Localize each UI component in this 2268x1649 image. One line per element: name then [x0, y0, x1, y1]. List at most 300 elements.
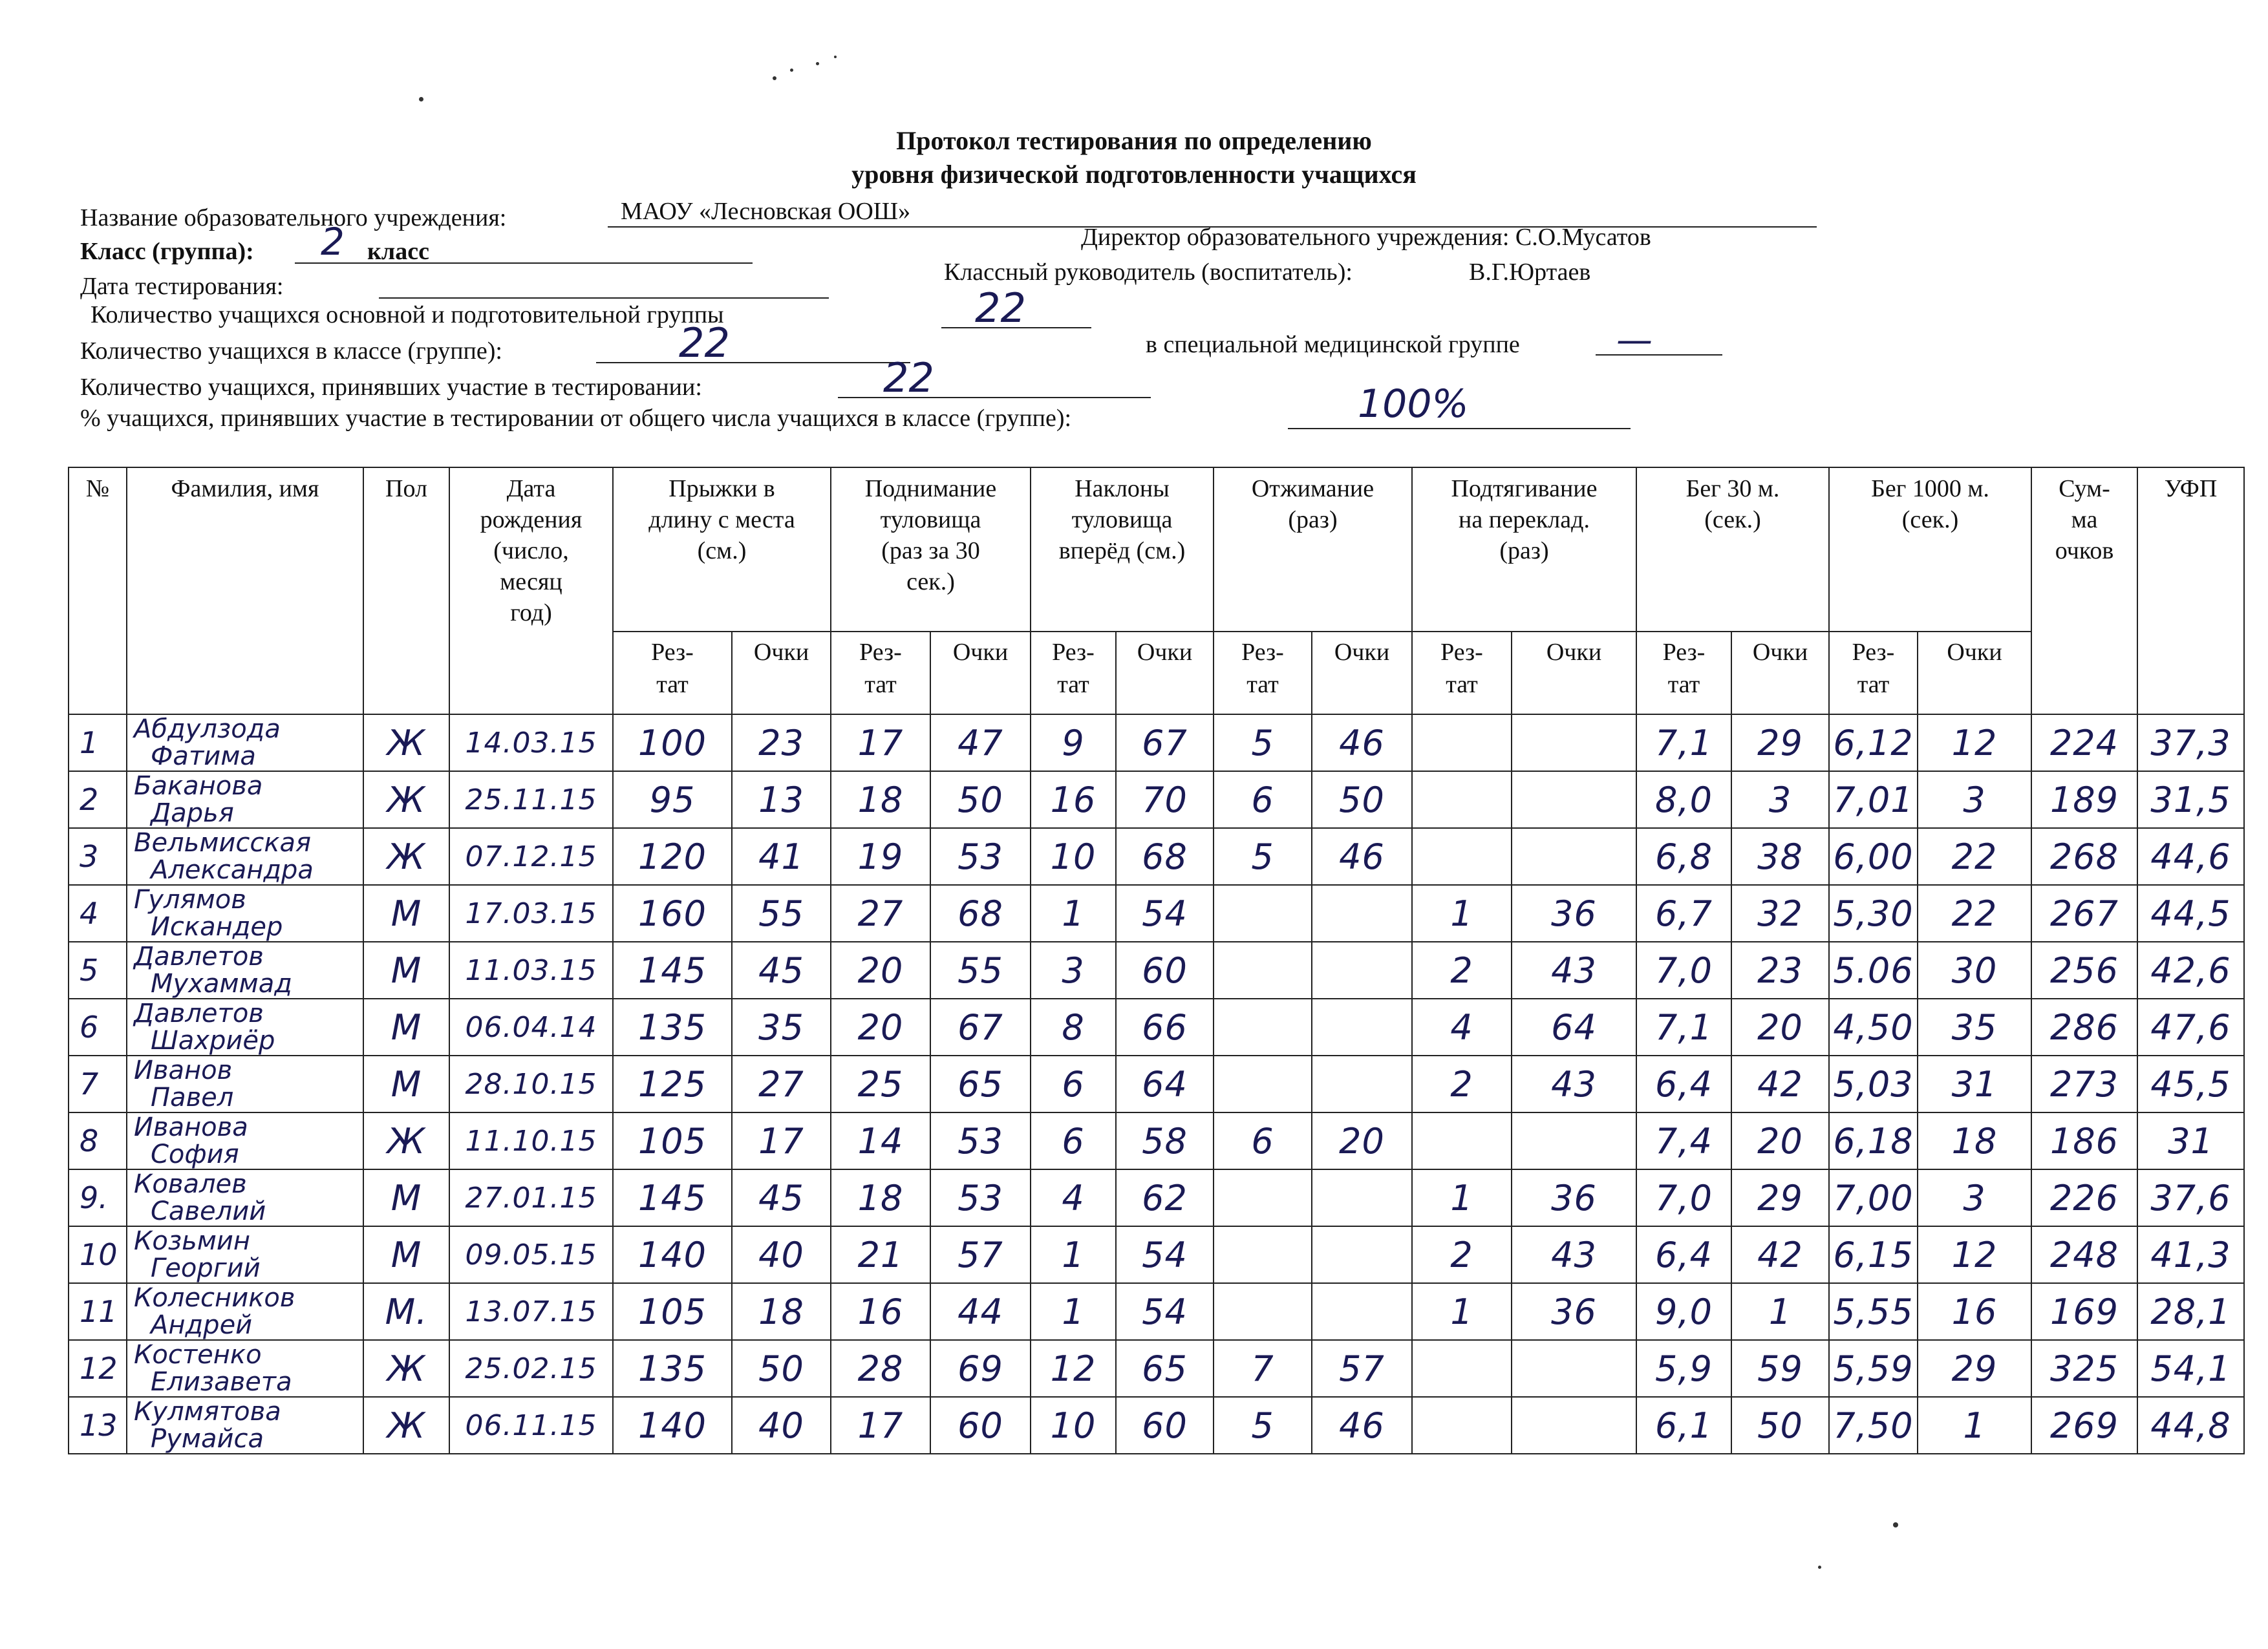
cell-pull-r [1412, 714, 1512, 771]
class-handwritten: 2 [321, 220, 345, 264]
participated-label: Количество учащихся, принявших участие в тестировании: [80, 374, 702, 401]
cell-r30-p: 3 [1731, 771, 1829, 828]
row-number: 8 [69, 1112, 127, 1169]
student-surname: Баканова [134, 771, 263, 801]
cell-ufp: 44,6 [2137, 828, 2244, 885]
student-surname: Костенко [134, 1340, 262, 1370]
cell-ufp: 28,1 [2137, 1283, 2244, 1340]
cell-sit-r: 21 [831, 1226, 930, 1283]
cell-r30-p: 23 [1731, 942, 1829, 999]
special-group-label: в специальной медицинской группе [1146, 331, 1520, 358]
header-line: ма [2071, 506, 2098, 533]
percent-handwritten: 100% [1358, 381, 1469, 427]
cell-pull-p: 36 [1512, 1169, 1636, 1226]
cell-jump-p: 13 [732, 771, 831, 828]
cell-bend-p: 54 [1116, 1226, 1214, 1283]
header-line: Поднимание [864, 475, 997, 502]
cell-jump-r: 145 [613, 1169, 732, 1226]
cell-pull-p: 36 [1512, 885, 1636, 942]
header-line: (см.) [697, 537, 747, 564]
class-count-label: Количество учащихся в классе (группе): [80, 337, 502, 365]
cell-push-r: 6 [1214, 1112, 1312, 1169]
student-first-name: Андрей [151, 1310, 253, 1340]
cell-sit-p: 44 [930, 1283, 1031, 1340]
subheader-points: Очки [1731, 632, 1829, 714]
cell-r1000-p: 3 [1918, 1169, 2031, 1226]
header-line: очков [2055, 537, 2114, 564]
header-birth-date-line: рождения [480, 506, 583, 533]
student-birth-date: 06.04.14 [449, 999, 613, 1056]
cell-sit-p: 53 [930, 1169, 1031, 1226]
table-row [69, 828, 2244, 885]
subheader-line: Рез- [1440, 639, 1483, 666]
subheader-line: тат [864, 671, 897, 698]
cell-bend-r: 12 [1031, 1340, 1116, 1397]
cell-sit-p: 65 [930, 1056, 1031, 1112]
cell-jump-r: 145 [613, 942, 732, 999]
header-sit-ups [831, 467, 1031, 632]
cell-r30-p: 38 [1731, 828, 1829, 885]
cell-jump-r: 95 [613, 771, 732, 828]
header-line: (раз) [1499, 537, 1549, 564]
cell-pull-r [1412, 828, 1512, 885]
cell-ufp: 41,3 [2137, 1226, 2244, 1283]
cell-sum: 273 [2031, 1056, 2137, 1112]
student-name [127, 942, 363, 999]
cell-sit-r: 28 [831, 1340, 930, 1397]
row-number: 5 [69, 942, 127, 999]
cell-jump-r: 100 [613, 714, 732, 771]
header-birth-date-line: месяц [500, 568, 562, 595]
subheader-line: Рез- [1662, 639, 1706, 666]
results-table [68, 467, 2245, 1454]
cell-r30-p: 59 [1731, 1340, 1829, 1397]
cell-sit-p: 57 [930, 1226, 1031, 1283]
cell-push-p [1312, 942, 1412, 999]
scan-speck [1893, 1522, 1898, 1527]
cell-jump-r: 135 [613, 1340, 732, 1397]
student-sex: Ж [363, 828, 449, 885]
cell-r1000-p: 22 [1918, 885, 2031, 942]
cell-push-r [1214, 885, 1312, 942]
cell-r30-r: 7,1 [1636, 714, 1731, 771]
cell-r30-r: 7,4 [1636, 1112, 1731, 1169]
main-group-underline [941, 327, 1091, 328]
cell-r1000-r: 5,30 [1829, 885, 1918, 942]
cell-push-r [1214, 942, 1312, 999]
subheader-points: Очки [1918, 632, 2031, 714]
table-row [69, 942, 2244, 999]
cell-push-p [1312, 1283, 1412, 1340]
cell-r1000-r: 7,50 [1829, 1397, 1918, 1454]
header-line: вперёд (см.) [1058, 537, 1186, 564]
row-number: 12 [69, 1340, 127, 1397]
cell-pull-r [1412, 1112, 1512, 1169]
cell-r1000-r: 6,12 [1829, 714, 1918, 771]
cell-jump-p: 17 [732, 1112, 831, 1169]
cell-pull-r: 2 [1412, 1226, 1512, 1283]
student-first-name: Павел [151, 1083, 234, 1112]
row-number: 13 [69, 1397, 127, 1454]
header-birth-date [449, 467, 613, 714]
cell-pull-p [1512, 828, 1636, 885]
cell-r1000-p: 35 [1918, 999, 2031, 1056]
student-surname: Иванова [134, 1112, 248, 1142]
cell-bend-r: 4 [1031, 1169, 1116, 1226]
row-number: 6 [69, 999, 127, 1056]
subheader-points: Очки [1512, 632, 1636, 714]
cell-bend-r: 16 [1031, 771, 1116, 828]
cell-sit-p: 60 [930, 1397, 1031, 1454]
header-points-sum [2031, 467, 2137, 714]
student-surname: Вельмисская [134, 828, 312, 858]
cell-pull-r [1412, 1340, 1512, 1397]
test-date-underline [379, 297, 829, 299]
student-birth-date: 07.12.15 [449, 828, 613, 885]
student-name [127, 999, 363, 1056]
cell-bend-r: 10 [1031, 1397, 1116, 1454]
cell-sit-r: 17 [831, 714, 930, 771]
student-first-name: Дарья [151, 798, 234, 828]
student-first-name: Александра [151, 855, 314, 885]
cell-pull-p: 43 [1512, 1056, 1636, 1112]
cell-r30-r: 5,9 [1636, 1340, 1731, 1397]
student-first-name: Румайса [151, 1424, 264, 1454]
subheader-result [831, 632, 930, 714]
student-name [127, 1283, 363, 1340]
header-number: № [69, 467, 127, 714]
subheader-points: Очки [1116, 632, 1214, 714]
cell-r30-p: 29 [1731, 1169, 1829, 1226]
student-sex: М [363, 942, 449, 999]
cell-r1000-r: 5,59 [1829, 1340, 1918, 1397]
cell-jump-r: 120 [613, 828, 732, 885]
student-birth-date: 25.02.15 [449, 1340, 613, 1397]
cell-r1000-r: 7,00 [1829, 1169, 1918, 1226]
cell-bend-r: 1 [1031, 1226, 1116, 1283]
cell-jump-p: 40 [732, 1226, 831, 1283]
table-row [69, 771, 2244, 828]
cell-jump-p: 41 [732, 828, 831, 885]
header-line: (сек.) [1704, 506, 1761, 533]
student-name [127, 1226, 363, 1283]
document-title-line1: Протокол тестирования по определению [896, 126, 1372, 155]
cell-push-p: 20 [1312, 1112, 1412, 1169]
cell-sit-p: 53 [930, 1112, 1031, 1169]
row-number: 7 [69, 1056, 127, 1112]
cell-bend-p: 60 [1116, 1397, 1214, 1454]
class-word: класс [367, 238, 429, 265]
cell-sum: 256 [2031, 942, 2137, 999]
cell-pull-p: 64 [1512, 999, 1636, 1056]
table-row [69, 1340, 2244, 1397]
table-row [69, 1056, 2244, 1112]
student-birth-date: 09.05.15 [449, 1226, 613, 1283]
student-sex: М. [363, 1283, 449, 1340]
cell-jump-r: 105 [613, 1283, 732, 1340]
cell-bend-r: 10 [1031, 828, 1116, 885]
header-line: Подтягивание [1451, 475, 1598, 502]
teacher-label: Классный руководитель (воспитатель): [944, 259, 1353, 286]
student-sex: М [363, 885, 449, 942]
cell-ufp: 44,5 [2137, 885, 2244, 942]
subheader-line: тат [1667, 671, 1700, 698]
student-birth-date: 11.10.15 [449, 1112, 613, 1169]
cell-sit-r: 18 [831, 771, 930, 828]
cell-push-r [1214, 999, 1312, 1056]
cell-push-p [1312, 885, 1412, 942]
student-surname: Давлетов [134, 999, 264, 1028]
cell-jump-p: 40 [732, 1397, 831, 1454]
subheader-result [1031, 632, 1116, 714]
student-first-name: Георгий [151, 1253, 261, 1283]
table-row [69, 1226, 2244, 1283]
cell-r1000-p: 29 [1918, 1340, 2031, 1397]
test-date-label: Дата тестирования: [80, 273, 284, 300]
header-line: Отжимание [1251, 475, 1375, 502]
student-name [127, 828, 363, 885]
cell-r30-r: 6,8 [1636, 828, 1731, 885]
subheader-line: тат [1857, 671, 1890, 698]
cell-r30-p: 32 [1731, 885, 1829, 942]
main-group-handwritten: 22 [975, 284, 1026, 332]
cell-bend-r: 9 [1031, 714, 1116, 771]
student-first-name: Мухаммад [151, 969, 292, 999]
cell-sum: 248 [2031, 1226, 2137, 1283]
header-forward-bend [1031, 467, 1214, 632]
cell-sum: 325 [2031, 1340, 2137, 1397]
cell-jump-r: 160 [613, 885, 732, 942]
cell-bend-p: 67 [1116, 714, 1214, 771]
cell-jump-r: 140 [613, 1397, 732, 1454]
cell-r30-p: 42 [1731, 1056, 1829, 1112]
subheader-result [613, 632, 732, 714]
student-name [127, 1340, 363, 1397]
header-line: Прыжки в [669, 475, 775, 502]
scan-speck [419, 97, 423, 101]
cell-sum: 189 [2031, 771, 2137, 828]
cell-push-r: 6 [1214, 771, 1312, 828]
participated-underline [838, 397, 1151, 398]
cell-push-r: 5 [1214, 828, 1312, 885]
student-sex: Ж [363, 1397, 449, 1454]
cell-sit-p: 67 [930, 999, 1031, 1056]
header-line: (сек.) [1901, 506, 1959, 533]
cell-r30-r: 9,0 [1636, 1283, 1731, 1340]
header-line: длину с места [648, 506, 795, 533]
cell-bend-r: 3 [1031, 942, 1116, 999]
results-table-wrapper [68, 467, 2245, 1454]
header-sex: Пол [363, 467, 449, 714]
cell-push-p: 46 [1312, 714, 1412, 771]
cell-bend-p: 62 [1116, 1169, 1214, 1226]
cell-jump-p: 23 [732, 714, 831, 771]
scan-speck [834, 56, 837, 58]
student-first-name: Елизавета [151, 1367, 292, 1397]
scan-speck [790, 69, 793, 72]
row-number: 4 [69, 885, 127, 942]
cell-jump-p: 35 [732, 999, 831, 1056]
scan-speck [1818, 1566, 1821, 1569]
header-line: на переклад. [1459, 506, 1590, 533]
cell-r1000-p: 1 [1918, 1397, 2031, 1454]
cell-r30-r: 7,0 [1636, 942, 1731, 999]
cell-pull-r: 1 [1412, 885, 1512, 942]
cell-pull-p [1512, 1340, 1636, 1397]
student-surname: Кулмятова [134, 1397, 281, 1427]
cell-bend-p: 70 [1116, 771, 1214, 828]
cell-bend-r: 6 [1031, 1056, 1116, 1112]
cell-sum: 224 [2031, 714, 2137, 771]
cell-sit-r: 20 [831, 942, 930, 999]
table-row [69, 714, 2244, 771]
subheader-points: Очки [1312, 632, 1412, 714]
percent-underline [1288, 428, 1631, 429]
cell-ufp: 31 [2137, 1112, 2244, 1169]
cell-ufp: 47,6 [2137, 999, 2244, 1056]
cell-push-p [1312, 999, 1412, 1056]
class-label: Класс (группа): [80, 238, 254, 265]
subheader-line: Рез- [1052, 639, 1095, 666]
cell-sit-r: 14 [831, 1112, 930, 1169]
cell-sum: 269 [2031, 1397, 2137, 1454]
row-number: 11 [69, 1283, 127, 1340]
student-surname: Колесников [134, 1283, 295, 1313]
subheader-line: тат [656, 671, 689, 698]
cell-bend-p: 66 [1116, 999, 1214, 1056]
header-line: Наклоны [1075, 475, 1170, 502]
cell-jump-p: 27 [732, 1056, 831, 1112]
table-row [69, 1397, 2244, 1454]
table-row [69, 999, 2244, 1056]
cell-r30-p: 20 [1731, 999, 1829, 1056]
subheader-line: Рез- [1852, 639, 1895, 666]
cell-bend-p: 60 [1116, 942, 1214, 999]
header-line: туловища [1071, 506, 1173, 533]
cell-r30-p: 1 [1731, 1283, 1829, 1340]
cell-bend-r: 1 [1031, 1283, 1116, 1340]
cell-push-r [1214, 1169, 1312, 1226]
student-surname: Ковалев [134, 1169, 247, 1199]
student-name [127, 714, 363, 771]
cell-push-r [1214, 1283, 1312, 1340]
cell-r1000-p: 16 [1918, 1283, 2031, 1340]
teacher-name: В.Г.Юртаев [1469, 259, 1591, 286]
cell-r1000-p: 22 [1918, 828, 2031, 885]
table-header-row [69, 467, 2244, 632]
cell-pull-r: 2 [1412, 1056, 1512, 1112]
cell-r30-p: 20 [1731, 1112, 1829, 1169]
header-line: (раз за 30 [881, 537, 980, 564]
cell-push-p [1312, 1169, 1412, 1226]
cell-push-p: 46 [1312, 1397, 1412, 1454]
cell-sit-p: 55 [930, 942, 1031, 999]
header-long-jump [613, 467, 831, 632]
student-name [127, 1397, 363, 1454]
header-line: Сум- [2059, 475, 2110, 502]
cell-r30-p: 50 [1731, 1397, 1829, 1454]
cell-bend-p: 58 [1116, 1112, 1214, 1169]
cell-pull-p [1512, 1397, 1636, 1454]
cell-bend-r: 8 [1031, 999, 1116, 1056]
cell-jump-r: 125 [613, 1056, 732, 1112]
cell-jump-p: 18 [732, 1283, 831, 1340]
cell-ufp: 45,5 [2137, 1056, 2244, 1112]
cell-sit-r: 17 [831, 1397, 930, 1454]
cell-jump-p: 50 [732, 1340, 831, 1397]
student-sex: Ж [363, 714, 449, 771]
cell-pull-p [1512, 771, 1636, 828]
student-sex: М [363, 1056, 449, 1112]
cell-bend-p: 54 [1116, 885, 1214, 942]
cell-r1000-r: 4,50 [1829, 999, 1918, 1056]
cell-sum: 169 [2031, 1283, 2137, 1340]
cell-sit-r: 18 [831, 1169, 930, 1226]
header-run-1000m [1829, 467, 2031, 632]
cell-sum: 267 [2031, 885, 2137, 942]
student-sex: М [363, 999, 449, 1056]
cell-jump-p: 45 [732, 1169, 831, 1226]
subheader-points: Очки [732, 632, 831, 714]
header-line: сек.) [906, 568, 955, 595]
cell-sum: 226 [2031, 1169, 2137, 1226]
cell-r30-r: 6,7 [1636, 885, 1731, 942]
student-birth-date: 28.10.15 [449, 1056, 613, 1112]
student-birth-date: 27.01.15 [449, 1169, 613, 1226]
header-line: туловища [880, 506, 981, 533]
cell-ufp: 37,3 [2137, 714, 2244, 771]
student-surname: Абдулзода [134, 714, 281, 744]
cell-sit-r: 16 [831, 1283, 930, 1340]
student-sex: М [363, 1169, 449, 1226]
header-push-ups [1214, 467, 1412, 632]
cell-r1000-r: 6,18 [1829, 1112, 1918, 1169]
subheader-result [1829, 632, 1918, 714]
cell-pull-p [1512, 714, 1636, 771]
cell-r30-r: 6,1 [1636, 1397, 1731, 1454]
header-birth-date-line: год) [510, 599, 552, 626]
table-row [69, 1283, 2244, 1340]
header-birth-date-line: (число, [493, 537, 569, 564]
cell-jump-r: 135 [613, 999, 732, 1056]
student-first-name: Шахриёр [151, 1026, 275, 1056]
cell-pull-p: 43 [1512, 1226, 1636, 1283]
cell-pull-p: 43 [1512, 942, 1636, 999]
cell-sit-r: 25 [831, 1056, 930, 1112]
participated-handwritten: 22 [883, 354, 934, 401]
subheader-line: тат [1246, 671, 1279, 698]
student-name [127, 885, 363, 942]
student-first-name: Савелий [151, 1197, 266, 1226]
student-name [127, 1169, 363, 1226]
student-surname: Гулямов [134, 885, 246, 915]
cell-pull-p [1512, 1112, 1636, 1169]
cell-r1000-p: 12 [1918, 1226, 2031, 1283]
cell-jump-r: 105 [613, 1112, 732, 1169]
cell-r1000-r: 5,03 [1829, 1056, 1918, 1112]
cell-bend-p: 54 [1116, 1283, 1214, 1340]
header-ufp: УФП [2137, 467, 2244, 714]
cell-ufp: 44,8 [2137, 1397, 2244, 1454]
subheader-result [1412, 632, 1512, 714]
document-title-line2: уровня физической подготовленности учащихся [851, 160, 1417, 189]
cell-sit-p: 69 [930, 1340, 1031, 1397]
class-count-underline [596, 362, 910, 363]
cell-r1000-p: 18 [1918, 1112, 2031, 1169]
student-sex: М [363, 1226, 449, 1283]
header-line: Бег 30 м. [1685, 475, 1780, 502]
student-birth-date: 11.03.15 [449, 942, 613, 999]
